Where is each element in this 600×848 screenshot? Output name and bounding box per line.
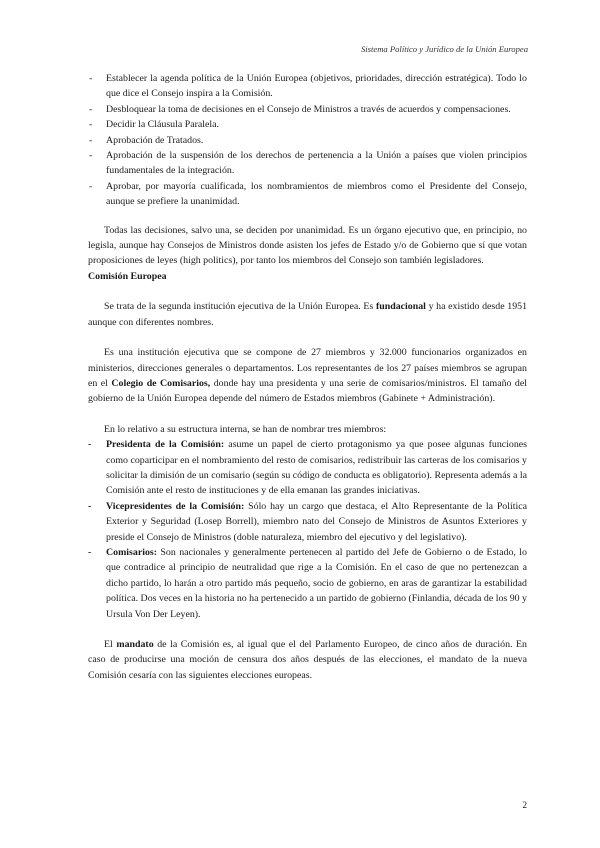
section-title: Comisión Europea: [88, 270, 167, 282]
list-item: - Aprobar, por mayoría cualificada, los nombramientos de miembros como el Presidente del Consejo, aunque se prefiere la unanimidad.: [88, 179, 527, 210]
list-item: - Desbloquear la toma de decisiones en el Consejo de Ministros a través de acuerdos y compensaciones.: [88, 102, 527, 117]
intro-text-b: y ha existido desde 1951 aunque con diferentes nombres.: [88, 301, 528, 328]
list-item: - Aprobación de Tratados.: [88, 133, 527, 148]
members-list: [88, 437, 527, 622]
structure-text-a: Es una institución ejecutiva que se compone de 27 miembros y 32.000 funcionarios organizados en ministerios, direcciones generales o departamentos. Los representantes de los 27 países miembros se agrupan en el: [88, 347, 527, 389]
intro-text-a: Se trata de la segunda institución ejecutiva de la Unión Europea. Es: [104, 301, 376, 313]
member-label: Vicepresidentes de la Comisión:: [106, 500, 245, 512]
list-item: - Establecer la agenda política de la Unión Europea (objetivos, prioridades, dirección estratégica). Todo lo que dice el Consejo inspira a la Comisión.: [88, 71, 527, 102]
page-body: [88, 71, 527, 683]
mandate-text-a: El: [104, 639, 117, 650]
internal-structure-paragraph: En lo relativo a su estructura interna, se han de nombrar tres miembros:: [104, 423, 387, 435]
member-text: Son nacionales y generalmente pertenecen al partido del Jefe de Gobierno o de Estado, lo que contradice al principio de neutralidad que rige a la Comisión. En el caso de que no pertenezcan a dicho partido, lo harán a otro partido más pequeño, socio de gobierno, en aras de garantizar la estabilidad política. Dos veces en la historia no ha pertenecido a un partido de gobierno (Finlandia, década de los 90 y Ursula Von Der Leyen).: [106, 546, 527, 620]
list-item: - Aprobación de la suspensión de los derechos de pertenencia a la Unión a países que violen principios fundamentales de la integración.: [88, 148, 527, 179]
page-number: 2: [522, 800, 527, 810]
list-item: - Decidir la Cláusula Paralela.: [88, 117, 527, 132]
intro-bold: fundacional: [375, 301, 426, 313]
list-item: [88, 545, 527, 622]
intro-paragraph: [88, 299, 527, 330]
member-label: Comisarios:: [106, 546, 158, 558]
structure-bold: Colegio de Comisarios,: [111, 377, 211, 389]
council-functions-list: [88, 71, 527, 210]
structure-text-b: donde hay una presidenta y una serie de comisarios/ministros. El tamaño del gobierno de la Unión Europea depende del número de Estados miembros (Gabinete + Administración).: [88, 377, 527, 405]
mandate-paragraph: [88, 637, 527, 683]
member-text: Sólo hay un cargo que destaca, el Alto Representante de la Política Exterior y Seguridad (Losep Borrell), miembro nato del Consejo de Ministros de Asuntos Exteriores y preside el Consejo de Ministros (doble naturaleza, miembro del ejecutivo y del legislativo).: [106, 500, 527, 543]
member-text: asume un papel de cierto protagonismo ya que posee algunas funciones como coparticipar en el nombramiento del resto de comisarios, redistribuir las carteras de los comisarios y solicitar la dimisión de un comisario (según su código de conducta es obligatorio). Representa además a la Comisión ante el resto de instituciones y de ella emanan las grandes iniciativas.: [106, 439, 528, 497]
structure-paragraph: [88, 345, 527, 407]
mandate-text-b: de la Comisión es, al igual que el del Parlamento Europeo, de cinco años de duración. En caso de producirse una moción de censura dos años después de las elecciones, el mandato de la nueva Comisión cesaría con las siguientes elecciones europeas.: [88, 639, 527, 681]
list-item: [88, 437, 527, 499]
list-item: [88, 499, 527, 545]
running-header: Sistema Político y Jurídico de la Unión Europea: [361, 44, 528, 54]
decisions-paragraph: Todas las decisiones, salvo una, se deciden por unanimidad. Es un órgano ejecutivo que, en principio, no legisla, aunque hay Consejos de Ministros donde asisten los jefes de Estado y/o de Gobierno que sí que votan proposiciones de leyes (high politics), por tanto los miembros del Consejo son también legisladores.: [88, 224, 527, 267]
member-label: Presidenta de la Comisión:: [106, 439, 225, 451]
mandate-bold: mandato: [116, 639, 154, 650]
